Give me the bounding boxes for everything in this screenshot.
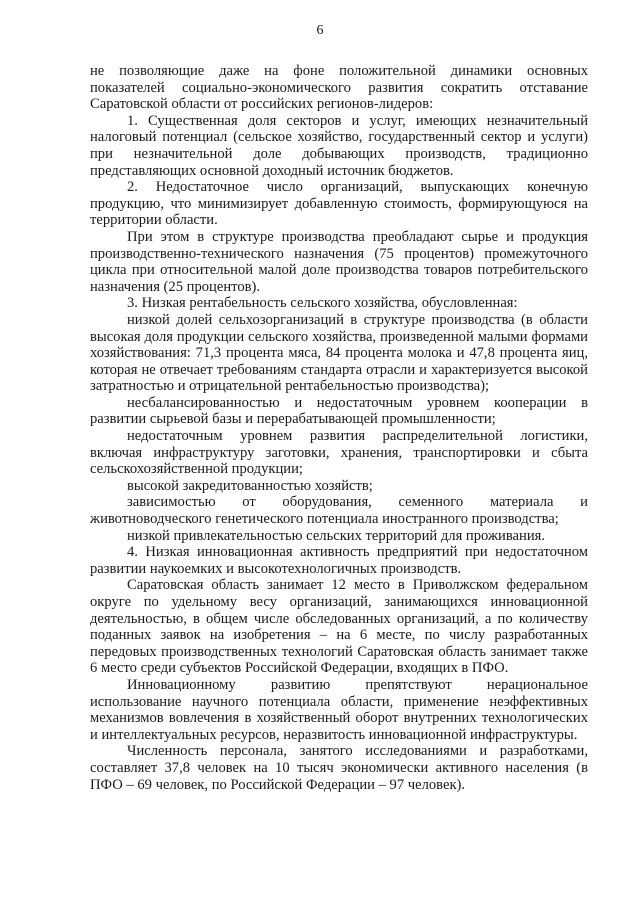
document-body <box>90 63 588 793</box>
paragraph-agri-share: низкой долей сельхозорганизаций в структуре производства (в области высокая доля продукции сельского хозяйства, произведенной малыми формами хозяйствования: 71,3 процента мяса, 84 процента молока и 47,8 процента яиц, которая не отвечает требованиям стандарта отрасли и характеризуется высокой затратностью и отрицательной рентабельностью производства); <box>90 311 588 395</box>
paragraph-dependence: зависимостью от оборудования, семенного материала и животноводческого генетического потенциала иностранного производства; <box>90 494 588 528</box>
paragraph-credit: высокой закредитованностью хозяйств; <box>127 477 373 494</box>
paragraph-item-4: 4. Низкая инновационная активность предприятий при недостаточном развитии наукоемких и высокотехнологичных производств. <box>90 544 588 577</box>
paragraph-research-staff: Численность персонала, занятого исследованиями и разработками, составляет 37,8 человек на 10 тысяч экономически активного населения (в ПФО – 69 человек, по Российской Федерации – 97 человек). <box>90 743 588 793</box>
paragraph-innovation-barriers: Инновационному развитию препятствуют нерациональное использование научного потенциала области, применение неэффективных механизмов вовлечения в хозяйственный оборот внутренних технологических и интеллектуальных ресурсов, неразвитость инновационной инфраструктуры. <box>90 676 588 743</box>
paragraph-rural: низкой привлекательностью сельских территорий для проживания. <box>127 527 546 544</box>
paragraph-cooperation: несбалансированностью и недостаточным уровнем кооперации в развитии сырьевой базы и перерабатывающей промышленности; <box>90 394 588 428</box>
paragraph-item-2: 2. Недостаточное число организаций, выпускающих конечную продукцию, что минимизирует добавленную стоимость, формирующуюся на территории области. <box>90 179 588 229</box>
paragraph-innovation-rank: Саратовская область занимает 12 место в Приволжском федеральном округе по удельному весу организаций, занимающихся инновационной деятельностью, в общем числе обследованных организаций, а по количеству поданных заявок на изобретения – на 6 месте, по числу разработанных передовых производственных технологий Саратовская область занимает также 6 место среди субъектов Российской Федерации, входящих в ПФО. <box>90 577 588 677</box>
paragraph-continuation: не позволяющие даже на фоне положительной динамики основных показателей социально-экономического развития сократить отставание Саратовской области от российских регионов-лидеров: <box>90 63 588 113</box>
paragraph-item-1: 1. Существенная доля секторов и услуг, имеющих незначительный налоговый потенциал (сельское хозяйство, государственный сектор и услуги) при незначительной доле добывающих производств, традиционно представляющих основной доходный источник бюджетов. <box>90 112 588 179</box>
page-number: 6 <box>316 23 324 38</box>
paragraph-item-3: 3. Низкая рентабельность сельского хозяйства, обусловленная: <box>127 295 518 312</box>
paragraph-production-structure: При этом в структуре производства преобладают сырье и продукция производственно-технического назначения (75 процентов) промежуточного цикла при относительной малой доле производства товаров потребительского назначения (25 процентов). <box>90 228 588 295</box>
paragraph-logistics: недостаточным уровнем развития распределительной логистики, включая инфраструктуру заготовки, хранения, транспортировки и сбыта сельскохозяйственной продукции; <box>90 428 588 478</box>
